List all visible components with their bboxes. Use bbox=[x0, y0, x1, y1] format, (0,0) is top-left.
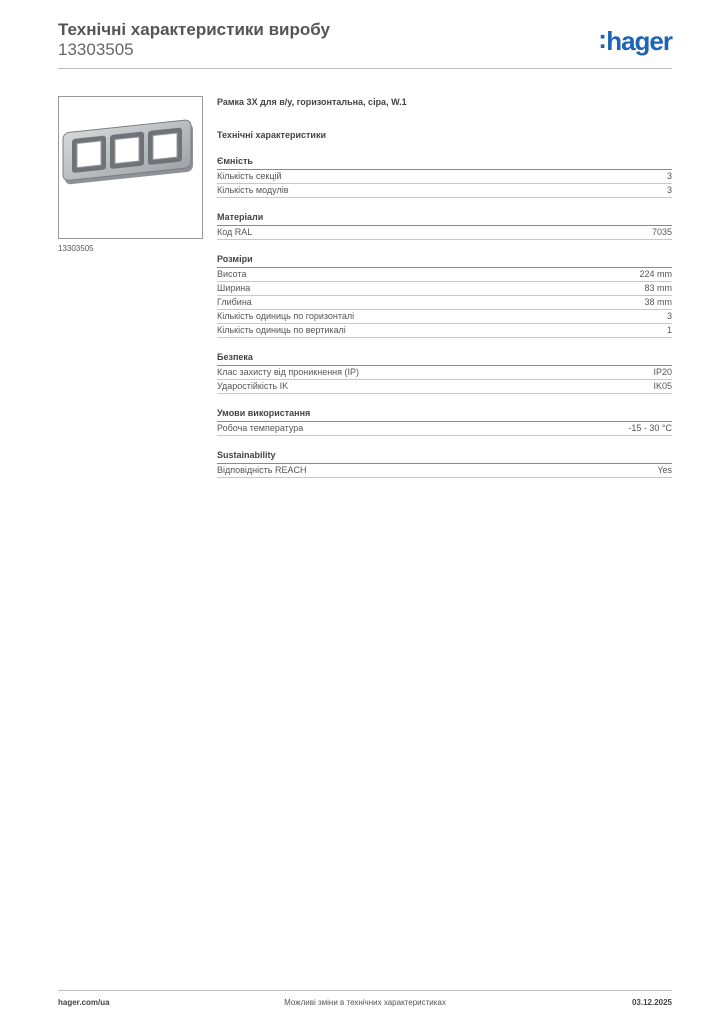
specifications-panel bbox=[217, 96, 672, 478]
spec-value: 38 mm bbox=[644, 297, 672, 307]
spec-row bbox=[217, 268, 672, 282]
hager-logo bbox=[598, 26, 672, 57]
frame-illustration bbox=[59, 97, 202, 238]
spec-row bbox=[217, 324, 672, 338]
spec-section bbox=[217, 449, 672, 478]
product-image bbox=[58, 96, 203, 239]
spec-value: 7035 bbox=[651, 227, 672, 237]
spec-section bbox=[217, 407, 672, 436]
product-code: 13303505 bbox=[58, 40, 134, 59]
spec-row bbox=[217, 226, 672, 240]
footer-date: 03.12.2025 bbox=[631, 998, 672, 1007]
spec-value: 3 bbox=[666, 171, 672, 181]
spec-value: IP20 bbox=[653, 367, 672, 377]
spec-value: 1 bbox=[666, 325, 672, 335]
spec-label: Кількість одиниць по горизонталі bbox=[217, 311, 355, 321]
spec-value: Yes bbox=[657, 465, 672, 475]
section-title: Sustainability bbox=[217, 449, 672, 464]
spec-label: Глибина bbox=[217, 297, 252, 307]
spec-value: 3 bbox=[666, 311, 672, 321]
spec-row bbox=[217, 296, 672, 310]
section-title: Матеріали bbox=[217, 211, 672, 226]
spec-row bbox=[217, 464, 672, 478]
section-title: Ємність bbox=[217, 155, 672, 170]
spec-heading: Технічні характеристики bbox=[217, 130, 326, 140]
spec-label: Висота bbox=[217, 269, 247, 279]
section-title: Умови використання bbox=[217, 407, 672, 422]
spec-row bbox=[217, 170, 672, 184]
spec-label: Код RAL bbox=[217, 227, 253, 237]
spec-label: Ширина bbox=[217, 283, 251, 293]
spec-section bbox=[217, 211, 672, 240]
footer-website[interactable]: hager.com/ua bbox=[58, 998, 110, 1007]
spec-row bbox=[217, 380, 672, 394]
spec-label: Робоча температура bbox=[217, 423, 304, 433]
spec-row bbox=[217, 310, 672, 324]
spec-value: 224 mm bbox=[639, 269, 672, 279]
page-header bbox=[58, 20, 672, 60]
spec-label: Кількість одиниць по вертикалі bbox=[217, 325, 346, 335]
section-title: Розміри bbox=[217, 253, 672, 268]
spec-row bbox=[217, 366, 672, 380]
spec-value: -15 - 30 °C bbox=[628, 423, 672, 433]
spec-value: 3 bbox=[666, 185, 672, 195]
spec-row bbox=[217, 282, 672, 296]
spec-value: 83 mm bbox=[644, 283, 672, 293]
document-title: Технічні характеристики виробу bbox=[58, 20, 330, 39]
spec-label: Ударостійкість IK bbox=[217, 381, 289, 391]
spec-label: Кількість секцій bbox=[217, 171, 282, 181]
spec-section bbox=[217, 253, 672, 338]
logo-text: hager bbox=[606, 26, 672, 56]
footer-note: Можливі зміни в технічних характеристиках bbox=[284, 998, 446, 1007]
header-divider bbox=[58, 68, 672, 69]
spec-label: Відповідність REACH bbox=[217, 465, 307, 475]
logo-dots-icon: : bbox=[598, 24, 606, 54]
spec-sections bbox=[217, 155, 672, 478]
spec-section bbox=[217, 155, 672, 198]
spec-label: Клас захисту від проникнення (IP) bbox=[217, 367, 360, 377]
product-name: Рамка 3Х для в/у, горизонтальна, сіра, W.1 bbox=[217, 97, 407, 107]
section-title: Безпека bbox=[217, 351, 672, 366]
spec-label: Кількість модулів bbox=[217, 185, 289, 195]
spec-row bbox=[217, 184, 672, 198]
image-caption: 13303505 bbox=[58, 244, 94, 253]
spec-section bbox=[217, 351, 672, 394]
spec-value: IK05 bbox=[653, 381, 672, 391]
footer-divider bbox=[58, 990, 672, 991]
spec-row bbox=[217, 422, 672, 436]
